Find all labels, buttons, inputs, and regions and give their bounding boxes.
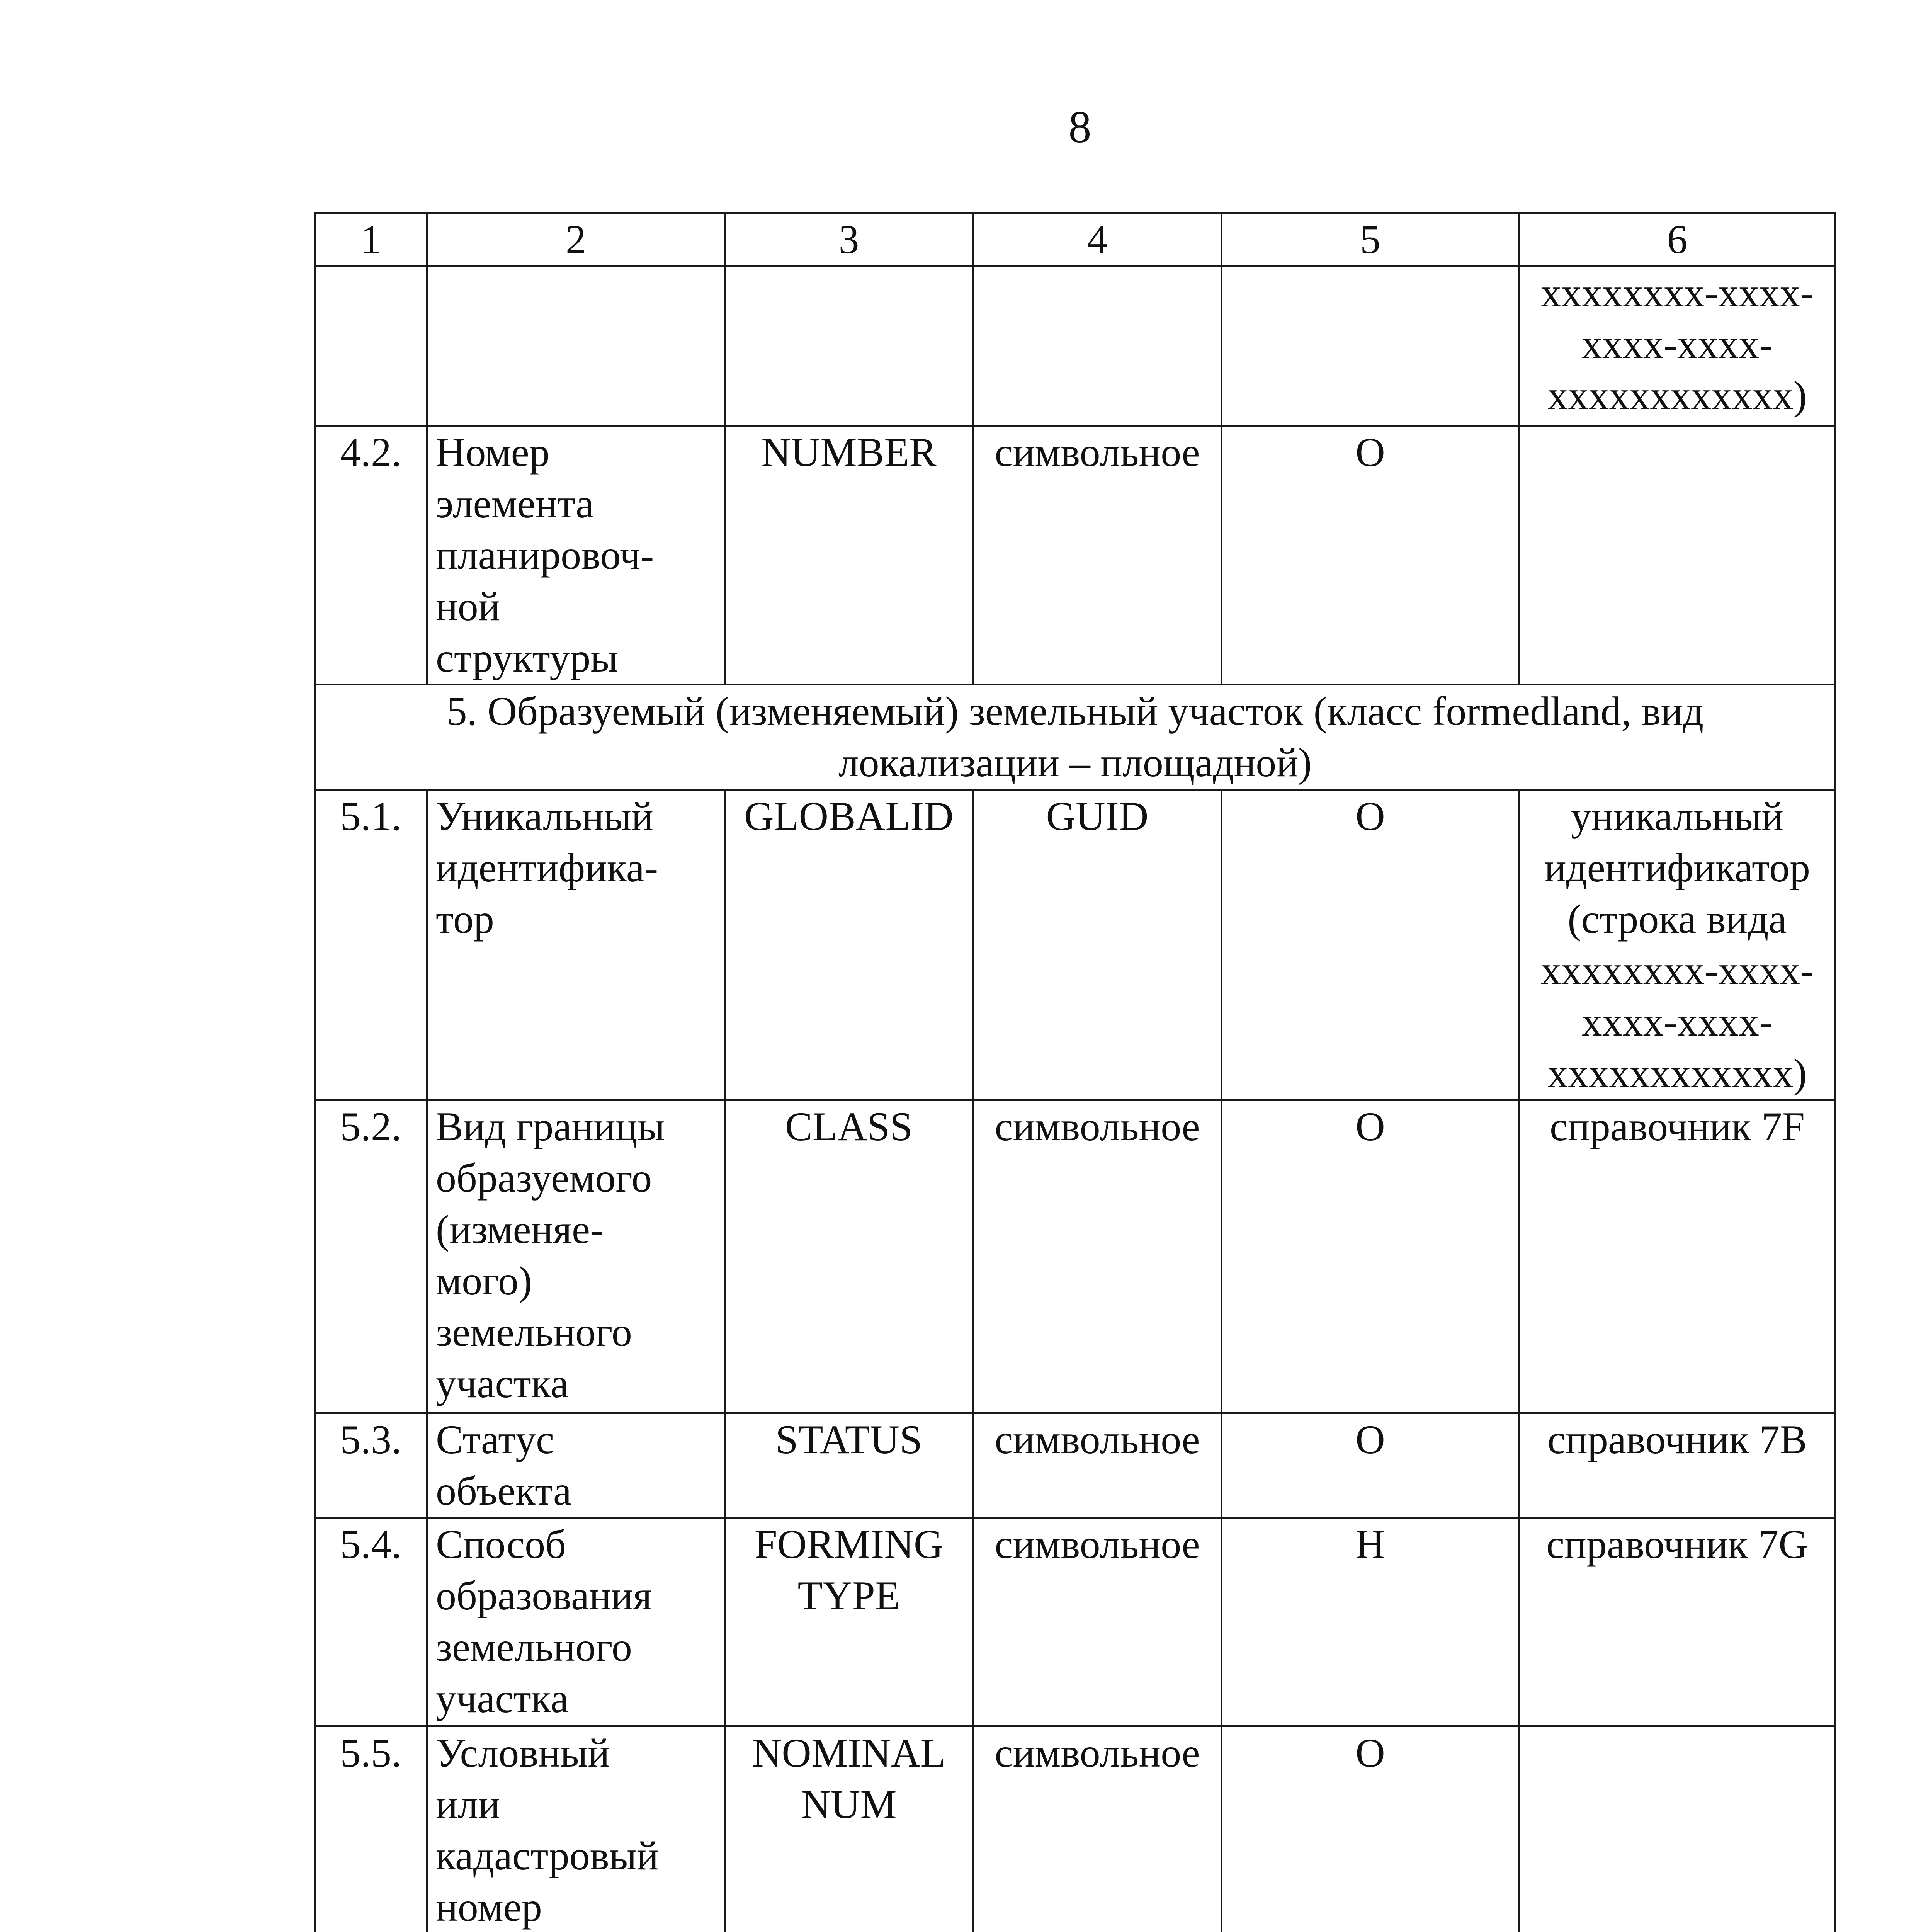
table-row bbox=[315, 1726, 1836, 1932]
attribute-type: символьное bbox=[973, 426, 1222, 685]
note-cell: xxxxxxxx-xxxx- xxxx-xxxx- xxxxxxxxxxxx) bbox=[1519, 266, 1836, 426]
required-flag: О bbox=[1222, 426, 1519, 685]
row-number: 5.2. bbox=[315, 1100, 427, 1413]
row-number: 5.3. bbox=[315, 1413, 427, 1518]
table-row bbox=[315, 426, 1836, 685]
row-number: 5.4. bbox=[315, 1518, 427, 1726]
continuation-row bbox=[315, 266, 1836, 426]
required-flag: Н bbox=[1222, 1518, 1519, 1726]
attribute-name: Уникальный идентифика- тор bbox=[427, 790, 725, 1100]
header-cell: 5 bbox=[1222, 213, 1519, 266]
row-number: 4.2. bbox=[315, 426, 427, 685]
note-cell: справочник 7B bbox=[1519, 1413, 1836, 1518]
header-row bbox=[315, 213, 1836, 266]
required-flag: О bbox=[1222, 790, 1519, 1100]
row-number: 5.5. bbox=[315, 1726, 427, 1932]
header-cell: 4 bbox=[973, 213, 1222, 266]
attribute-type: символьное bbox=[973, 1726, 1222, 1932]
header-cell: 3 bbox=[725, 213, 973, 266]
attribute-name: Номер элемента планировоч- ной структуры bbox=[427, 426, 725, 685]
required-flag: О bbox=[1222, 1100, 1519, 1413]
header-cell: 2 bbox=[427, 213, 725, 266]
page-number: 8 bbox=[1068, 102, 1091, 152]
empty-cell bbox=[725, 266, 973, 426]
note-cell: уникальный идентификатор (строка вида xxxxxxxx-xxxx- xxxx-xxxx- xxxxxxxxxxxx) bbox=[1519, 790, 1836, 1100]
table-body bbox=[315, 213, 1836, 1932]
empty-cell bbox=[315, 266, 427, 426]
attribute-type: GUID bbox=[973, 790, 1222, 1100]
attribute-type: символьное bbox=[973, 1413, 1222, 1518]
attribute-name: Условный или кадастровый номер bbox=[427, 1726, 725, 1932]
attributes-table bbox=[314, 212, 1836, 1932]
attribute-code: GLOBALID bbox=[725, 790, 973, 1100]
attribute-code: STATUS bbox=[725, 1413, 973, 1518]
required-flag: О bbox=[1222, 1726, 1519, 1932]
attribute-name: Способ образования земельного участка bbox=[427, 1518, 725, 1726]
attribute-code: CLASS bbox=[725, 1100, 973, 1413]
attribute-type: символьное bbox=[973, 1518, 1222, 1726]
attribute-type: символьное bbox=[973, 1100, 1222, 1413]
attribute-code: NOMINAL NUM bbox=[725, 1726, 973, 1932]
note-cell: справочник 7F bbox=[1519, 1100, 1836, 1413]
required-flag: О bbox=[1222, 1413, 1519, 1518]
attribute-name: Статус объекта bbox=[427, 1413, 725, 1518]
header-cell: 6 bbox=[1519, 213, 1836, 266]
empty-cell bbox=[1222, 266, 1519, 426]
empty-cell bbox=[973, 266, 1222, 426]
table-row bbox=[315, 1100, 1836, 1413]
attribute-code: FORMING TYPE bbox=[725, 1518, 973, 1726]
header-cell: 1 bbox=[315, 213, 427, 266]
note-cell: справочник 7G bbox=[1519, 1518, 1836, 1726]
table-row bbox=[315, 1413, 1836, 1518]
section-row bbox=[315, 685, 1836, 790]
note-cell bbox=[1519, 426, 1836, 685]
table-row bbox=[315, 1518, 1836, 1726]
section-title: 5. Образуемый (изменяемый) земельный участок (класс formedland, вид локализации – площадной) bbox=[315, 685, 1836, 790]
attribute-code: NUMBER bbox=[725, 426, 973, 685]
empty-cell bbox=[427, 266, 725, 426]
table-row bbox=[315, 790, 1836, 1100]
note-cell bbox=[1519, 1726, 1836, 1932]
attribute-name: Вид границы образуемого (изменяе- мого) земельного участка bbox=[427, 1100, 725, 1413]
row-number: 5.1. bbox=[315, 790, 427, 1100]
